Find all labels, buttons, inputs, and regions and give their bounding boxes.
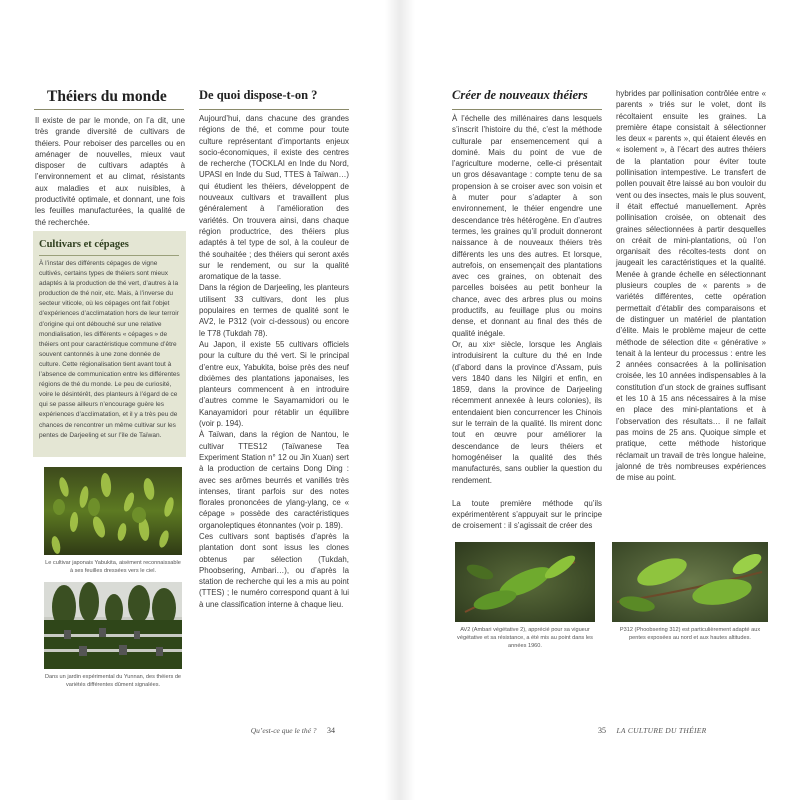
- section-title-de-quoi: De quoi dispose-t-on ?: [199, 88, 318, 102]
- column-2-text: [199, 113, 349, 610]
- sidebar-rule: [39, 255, 179, 256]
- paragraph: Aujourd’hui, dans chacune des grandes régions de thé, et comme pour toute culture représentant d’importants enjeux socio-économiques, il existe des centres de recherche (TOCKLAI en Inde du Nord, UPASI en Inde du Sud, TTES à Taïwan…) qui étudient les théiers, développent de nouveaux cultivars et travaillent plus généralement à l’amélioration des variétés. On trouvera ainsi, dans chaque région productrice, des théiers plus adaptés à tel type de sol, à la couleur de thé souhaitée ; des théiers qui seront axés sur le rendement, ou sur la qualité aromatique de la tasse.: [199, 114, 349, 282]
- caption-yabukita: Le cultivar japonais Yabukita, aisément reconnaissable à ses feuilles dressées vers le ciel.: [45, 560, 181, 574]
- paragraph: Au Japon, il existe 55 cultivars officiels pour la culture du thé vert. Si le principal d’entre eux, Yabukita, boise près des neuf dixièmes des plantations japonaises, les planteurs commencent à en introduire d’autres comme le Sayamamidori ou le Kanayamidori pour rétablir un équilibre (voir p. 194).: [199, 339, 349, 429]
- sidebar-title: Cultivars et cépages: [39, 239, 129, 250]
- intro-paragraph: Il existe de par le monde, on l’a dit, une très grande diversité de cultivars de théiers. Pour reboiser des parcelles ou en aménager de nouvelles, mieux vaut disposer de cultivars adaptés à l’environnement et au climat, résistants aux maladies et aux nuisibles, à productivité optimale, et donnant, une fois les feuilles manufacturées, la qualité de thé recherchée.: [35, 116, 185, 227]
- paragraph: À l’échelle des millénaires dans lesquels s’inscrit l’histoire du thé, c’est la méthode culturale par ensemencement qui a dominé. Mais du point de vue de l’agriculture moderne, celle-ci présentait un gros désavantage : compte tenu de sa propension à se croiser avec son voisin et à muter pour s’adapter à son environnement, le théier engendre une descendance très hétérogène. En d’autres termes, les graines qu’il produit donneront naissance à de nouveaux théiers très différents les uns des autres. Et lorsque, autrefois, on ensemençait des plantations avec ces graines, on obtenait des parcelles boisées au petit bonheur la chance, avec des arbres plus ou moins productifs, au feuillage plus ou moins dense, et donnant au final des thés de qualité inégale.: [452, 114, 602, 338]
- paragraph: À Taïwan, dans la région de Nantou, le cultivar TTES12 (Taïwanese Tea Experiment Station n° 12 ou Jin Xuan) sert à la production de certains Dong Ding : avec ses arômes beurrés et vanillés très intenses, tirant parfois sur des notes florales prononcées de ylang-ylang, ce « cépage » possède des caractéristiques organoleptiques étonnantes (voir p. 189).: [199, 430, 349, 530]
- sidebar-box: [33, 231, 186, 457]
- caption-yunnan-garden: Dans un jardin expérimental du Yunnan, des théiers de variétés différentes dûment signalées.: [44, 674, 182, 688]
- section-title-creer: Créer de nouveaux théiers: [452, 88, 588, 102]
- paragraph: hybrides par pollinisation contrôlée entre « parents » triés sur le volet, dont ils récoltaient ensuite les graines. La première étape consistait à sélectionner les deux « parents », qui étaient élevés en « isolement », à l’écart des autres théiers de la plantation pour éviter toute pollinisation intempestive. Le transfert de pollen pouvait être laissé au bon vouloir du vent ou des insectes, mais le plus souvent, il était effectué manuellement. Après pollinisation croisée, on obtenait des graines sélectionnées à partir desquelles on créait de mini-plantations, où l’on organisait des récoltes-tests dont on jaugeait les caractéristiques et la qualité. Menée à grande échelle en sélectionnant plusieurs couples de « parents » de variétés différentes, cette opération permettait d’établir des comparaisons et de distinguer un matériel de plantation d’élite. Mais le problème majeur de cette méthode de sélection dite « générative » tenait à la lenteur du processus : entre les 2 années consacrées à la pollinisation croisée, les 10 années indispensables à la constitution d’un stock de graines suffisant et les 10 à 15 ans nécessaires à la mise en place des mini-plantations et à l’observation des résultats… il ne fallait pas moins de 25 ans. Quoique simple et pratique, cette méthode historique réclamait un travail de très longue haleine, jalonné de très nombreuses expériences de mise au point.: [616, 89, 767, 483]
- paragraph: Dans la région de Darjeeling, les planteurs utilisent 33 cultivars, dont les plus populaires en termes de qualité sont le AV2, le P312 (voir ci-dessous) ou encore le T78 (Tukdah 78).: [199, 283, 349, 338]
- photo-av2: [455, 542, 595, 622]
- footer-left: [175, 720, 335, 738]
- photo-yunnan-garden: [44, 582, 182, 669]
- paragraph: Or, au xixᵉ siècle, lorsque les Anglais introduisirent la culture du thé en Inde (d’abord dans la province d’Assam, puis vers 1840 dans les Nilgiri et enfin, en 1859, dans la province de Darjeeling récemment annexée à leurs colonies), ils entendaient bien concurrencer les Chinois sur le terrain de la qualité. Ils mirent donc tout en œuvre pour améliorer la descendance de leurs théiers et homogénéiser la qualité des thés manufacturés, sans oublier la question du rendement.: [452, 339, 602, 485]
- book-gutter: [385, 0, 415, 800]
- page-number-left: 34: [327, 726, 335, 735]
- caption-p312: P312 (Phoobsering 312) est particulièrement adapté aux pentes exposées au nord et aux hautes altitudes.: [619, 627, 761, 641]
- paragraph: La toute première méthode qu’ils expérimentèrent s’appuyait sur le principe de croisement : il s’agissait de créer des: [452, 498, 602, 531]
- page-title-left: Théiers du monde: [47, 88, 167, 105]
- section-rule-creer: [452, 109, 602, 110]
- paragraph: Ces cultivars sont baptisés d’après la plantation dont sont issus les clones obtenus par sélection (Tukdah, Phoobsering, Ambari…), ou d’après la station de recherche qui les a mis au point (TTES) ; le numéro correspond quant à lui à une classification interne à chaque lieu.: [199, 531, 349, 609]
- photo-p312: [612, 542, 768, 622]
- page-number-right: 35: [598, 726, 606, 735]
- right-column-1-text: [452, 113, 602, 532]
- sidebar-text: À l’instar des différents cépages de vigne cultivés, certains types de théiers sont mieux adaptés à la production de thé vert, d’autres à la production de thé noir, etc. Mais, à l’inverse du secteur viticole, où les cépages ont fait l’objet d’expériences d’acclimatation hors de leur terroir d’origine qui ont débouché sur une relative mondialisation, les différents « cépages » de théiers ont pour caractéristique commune d’être souvent cantonnés à une zone donnée de culture. Cette régionalisation tient avant tout à l’absence de communication entre les différentes régions de thé du monde. Le peu de curiosité, voire le désintérêt, des planteurs à l’égard de ce qui se passe ailleurs n’encourage guère les expériences d’acclimatation, et il y a très peu de chances de rencontrer un même cultivar sur les pentes de Darjeeling et sur l’île de Taïwan.: [39, 260, 180, 439]
- running-head-right: LA CULTURE DU THÉIER: [616, 726, 707, 735]
- section-rule-de-quoi: [199, 109, 349, 110]
- photo-yabukita: [44, 467, 182, 555]
- right-column-2-text: [616, 88, 766, 483]
- title-rule-left: [34, 109, 184, 110]
- footer-right: [598, 720, 798, 738]
- running-head-left: Qu’est-ce que le thé ?: [250, 726, 317, 735]
- caption-av2: AV2 (Ambari végétative 2), apprécié pour sa vigueur végétative et sa résistance, a été mis au point dans les années 1960.: [457, 627, 593, 649]
